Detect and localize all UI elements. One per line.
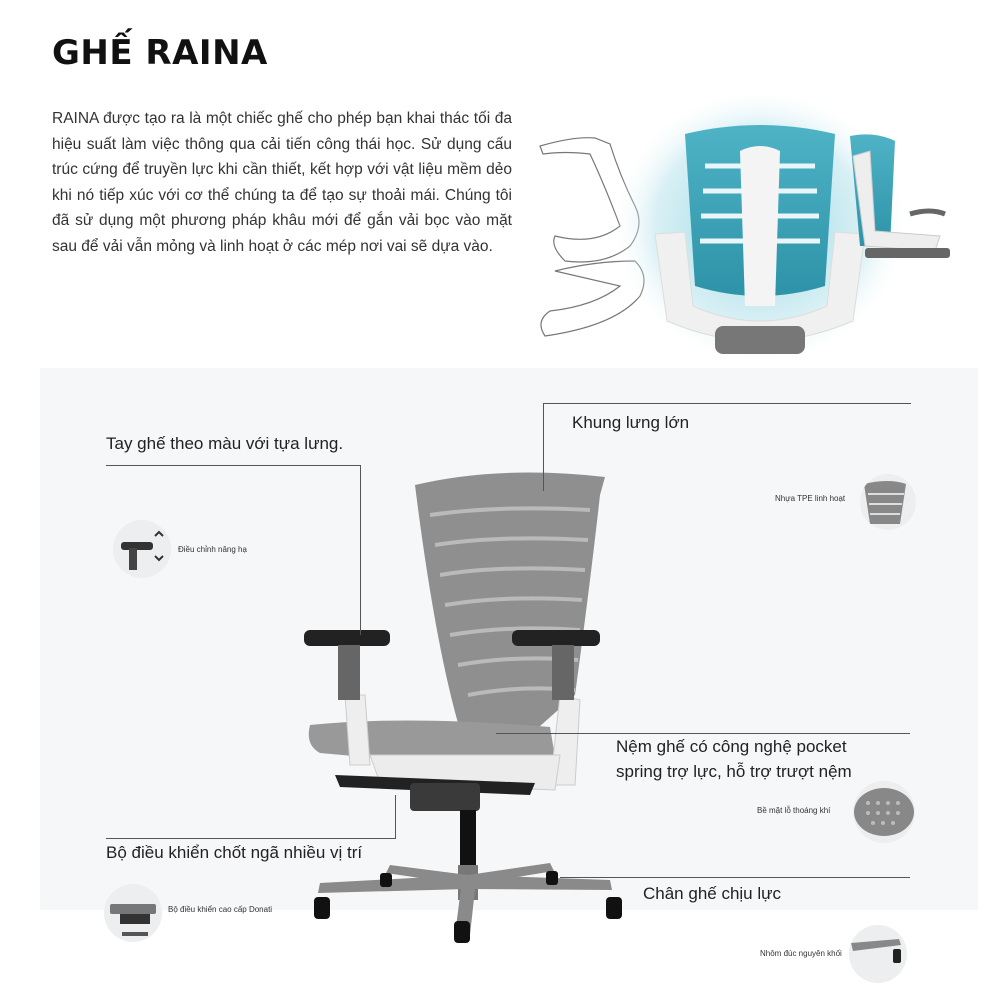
base-detail-caption: Nhôm đúc nguyên khối	[760, 949, 842, 958]
armrest-detail-thumbnail	[113, 520, 171, 578]
leader-line-armrest-v	[360, 465, 361, 635]
armrest-detail-caption: Điều chỉnh nâng hạ	[178, 545, 247, 554]
leader-line-armrest-h	[106, 465, 361, 466]
seat-detail-thumbnail	[853, 781, 915, 843]
mechanism-detail-caption: Bộ điều khiển cao cấp Donati	[168, 905, 273, 914]
backframe-detail-thumbnail	[860, 474, 916, 530]
leader-line-backframe-h	[543, 403, 911, 404]
backframe-detail-caption: Nhựa TPE linh hoạt	[775, 494, 846, 503]
page-title: GHẾ RAINA	[52, 33, 268, 73]
feature-label-armrest: Tay ghế theo màu với tựa lưng.	[106, 434, 344, 453]
feature-label-seat-line1: Nệm ghế có công nghệ pocket	[616, 737, 847, 756]
chair-illustration	[290, 465, 640, 945]
feature-label-backframe: Khung lưng lớn	[572, 413, 690, 432]
leader-line-base	[560, 877, 910, 878]
leader-line-mechanism-v	[395, 795, 396, 839]
feature-label-mechanism: Bộ điều khiển chốt ngã nhiều vị trí	[106, 843, 363, 862]
seat-detail-caption: Bề mặt lỗ thoáng khí	[757, 806, 831, 815]
feature-label-seat-line2: spring trợ lực, hỗ trợ trượt nệm	[616, 762, 852, 781]
leader-line-seat	[496, 733, 910, 734]
design-sketch-illustration	[535, 96, 965, 366]
base-detail-thumbnail	[849, 925, 907, 983]
leader-line-backframe-v	[543, 403, 544, 491]
feature-label-base: Chân ghế chịu lực	[643, 884, 782, 903]
mechanism-detail-thumbnail	[104, 884, 162, 942]
intro-paragraph: RAINA được tạo ra là một chiếc ghế cho phép bạn khai thác tối đa hiệu suất làm việc thông qua cải tiến công thái học. Sử dụng cấu trúc cứng để truyền lực khi cần thiết, kết hợp với vật liệu mềm dẻo khi nó tiếp xúc với cơ thể chúng ta để tạo sự thoải mái. Chúng tôi đã sử dụng một phương pháp khâu mới để gắn vải bọc vào mặt sau để vải vẫn mỏng và linh hoạt ở các mép nơi vai sẽ dựa vào.	[52, 110, 512, 255]
leader-line-mechanism-h	[106, 838, 396, 839]
